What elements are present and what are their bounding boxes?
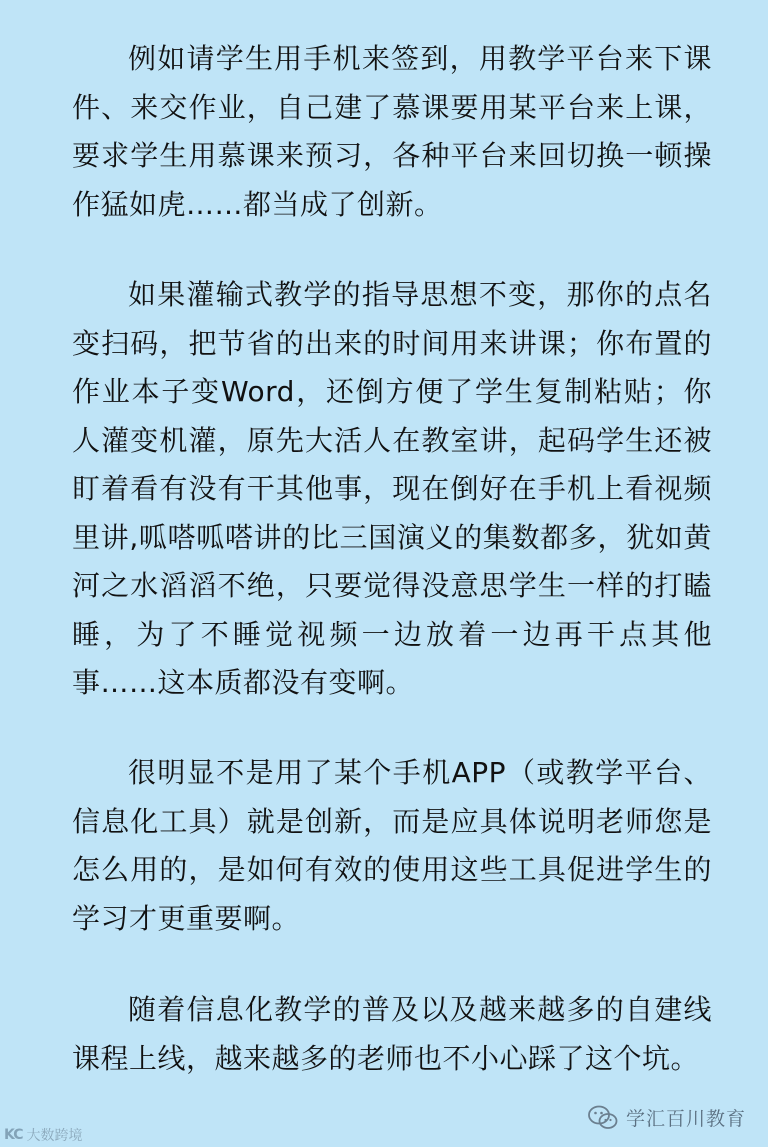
paragraph-1: 例如请学生用手机来签到，用教学平台来下课件、来交作业，自己建了慕课要用某平台来上课，要求学生用慕课来预习，各种平台来回切换一顿操作猛如虎……都当成了创新。 bbox=[72, 42, 712, 221]
watermark-account bbox=[588, 1104, 746, 1131]
paragraph-2: 如果灌输式教学的指导思想不变，那你的点名变扫码，把节省的出来的时间用来讲课；你布置的作业本子变Word，还倒方便了学生复制粘贴；你人灌变机灌，原先大活人在教室讲，起码学生还被盯着看有没有干其他事，现在倒好在手机上看视频里讲,呱嗒呱嗒讲的比三国演义的集数都多，犹如黄河之水滔滔不绝，只要觉得没意思学生一样的打瞌睡，为了不睡觉视频一边放着一边再干点其他事……这本质都没有变啊。 bbox=[72, 278, 712, 699]
watermark-source-text: 大数跨境 bbox=[26, 1128, 83, 1144]
wechat-icon bbox=[588, 1105, 618, 1131]
watermark-source bbox=[4, 1125, 83, 1145]
paragraph-3: 很明显不是用了某个手机APP（或教学平台、信息化工具）就是创新，而是应具体说明老师您是怎么用的，是如何有效的使用这些工具促进学生的学习才更重要啊。 bbox=[72, 756, 712, 935]
paragraph-4: 随着信息化教学的普及以及越来越多的自建线课程上线，越来越多的老师也不小心踩了这个坑。 bbox=[72, 993, 712, 1075]
watermark-logo: KC bbox=[4, 1127, 23, 1143]
watermark-account-name: 学汇百川教育 bbox=[625, 1108, 746, 1130]
